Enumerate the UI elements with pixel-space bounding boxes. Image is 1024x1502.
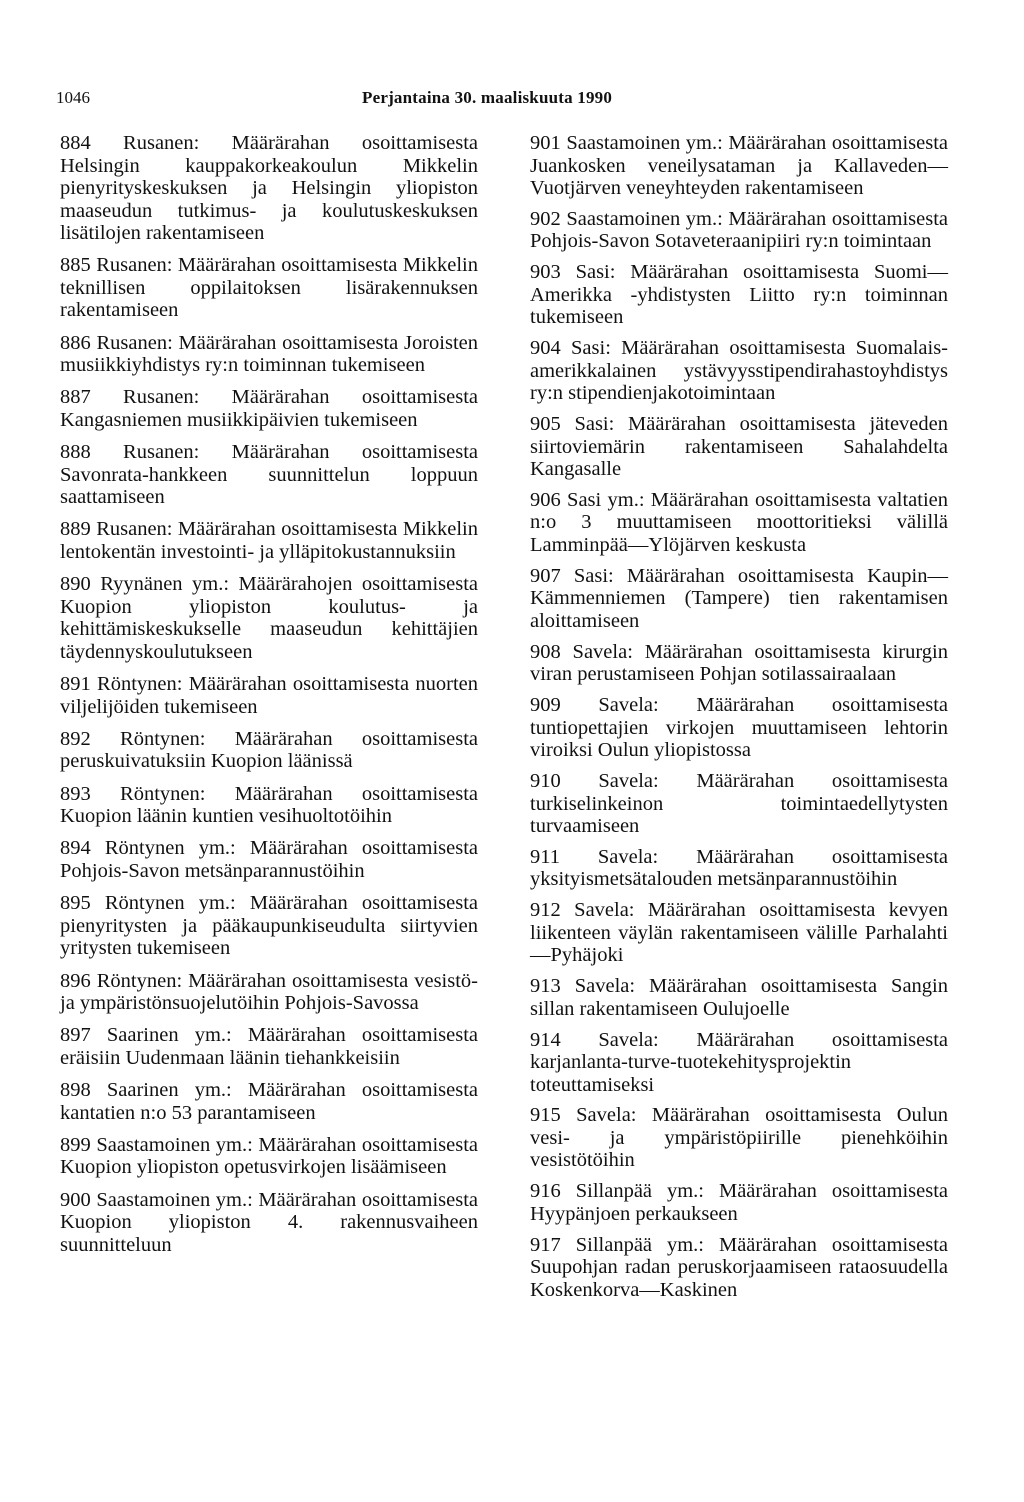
list-item: 893 Röntynen: Määrärahan osoittamisesta Kuopion läänin kuntien vesihuoltotöihin: [60, 782, 478, 828]
list-item: 916 Sillanpää ym.: Määrärahan osoittamisesta Hyypänjoen perkaukseen: [530, 1180, 948, 1225]
list-item: 886 Rusanen: Määrärahan osoittamisesta Joroisten musiikkiyhdistys ry:n toiminnan tukemiseen: [60, 331, 478, 377]
list-item: 904 Sasi: Määrärahan osoittamisesta Suomalais-amerikkalainen ystävyysstipendirahastoyhdistys ry:n stipendienjakotoimintaan: [530, 337, 948, 405]
list-item: 906 Sasi ym.: Määrärahan osoittamisesta valtatien n:o 3 muuttamiseen moottoritieksi välillä Lamminpää—Ylöjärven keskusta: [530, 488, 948, 556]
list-item: 908 Savela: Määrärahan osoittamisesta kirurgin viran perustamiseen Pohjan sotilassairaalaan: [530, 640, 948, 686]
list-item: 898 Saarinen ym.: Määrärahan osoittamisesta kantatien n:o 53 parantamiseen: [60, 1079, 478, 1124]
list-item: 895 Röntynen ym.: Määrärahan osoittamisesta pienyritysten ja pääkaupunkiseudulta siirtyvien yritysten tukemiseen: [60, 892, 478, 960]
right-column: [530, 132, 948, 1310]
list-item: 905 Sasi: Määrärahan osoittamisesta jäteveden siirtoviemärin rakentamiseen Sahalahdelta Kangasalle: [530, 413, 948, 481]
list-item: 899 Saastamoinen ym.: Määrärahan osoittamisesta Kuopion yliopiston opetusvirkojen lisäämiseen: [60, 1133, 478, 1179]
left-column: [60, 132, 478, 1266]
list-item: 901 Saastamoinen ym.: Määrärahan osoittamisesta Juankosken veneilysataman ja Kallaveden—Vuotjärven veneyhteyden rakentamiseen: [530, 132, 948, 199]
list-item: 917 Sillanpää ym.: Määrärahan osoittamisesta Suupohjan radan peruskorjaamiseen rataosuudella Koskenkorva—Kaskinen: [530, 1233, 948, 1301]
page-number: 1046: [56, 88, 90, 107]
list-item: 884 Rusanen: Määrärahan osoittamisesta Helsingin kauppakorkeakoulun Mikkelin pienyrityskeskuksen ja Helsingin yliopiston maaseudun tutkimus- ja koulutuskeskuksen lisätilojen rakentamiseen: [60, 132, 478, 244]
list-item: 885 Rusanen: Määrärahan osoittamisesta Mikkelin teknillisen oppilaitoksen lisärakennuksen rakentamiseen: [60, 254, 478, 322]
list-item: 888 Rusanen: Määrärahan osoittamisesta Savonrata-hankkeen suunnittelun loppuun saattamiseen: [60, 441, 478, 509]
list-item: 891 Röntynen: Määrärahan osoittamisesta nuorten viljelijöiden tukemiseen: [60, 673, 478, 718]
list-item: 892 Röntynen: Määrärahan osoittamisesta peruskuivatuksiin Kuopion läänissä: [60, 727, 478, 773]
running-head: Perjantaina 30. maaliskuuta 1990: [362, 88, 613, 107]
list-item: 896 Röntynen: Määrärahan osoittamisesta vesistö- ja ympäristönsuojelutöihin Pohjois-Savossa: [60, 969, 478, 1015]
list-item: 910 Savela: Määrärahan osoittamisesta turkiselinkeinon toimintaedellytysten turvaamiseen: [530, 770, 948, 838]
page-header: [56, 86, 968, 110]
list-item: 894 Röntynen ym.: Määrärahan osoittamisesta Pohjois-Savon metsänparannustöihin: [60, 837, 478, 882]
list-item: 907 Sasi: Määrärahan osoittamisesta Kaupin—Kämmenniemen (Tampere) tien rakentamisen aloittamiseen: [530, 564, 948, 632]
list-item: 889 Rusanen: Määrärahan osoittamisesta Mikkelin lentokentän investointi- ja ylläpitokustannuksiin: [60, 518, 478, 563]
list-item: 897 Saarinen ym.: Määrärahan osoittamisesta eräisiin Uudenmaan läänin tiehankkeisiin: [60, 1024, 478, 1069]
list-item: 909 Savela: Määrärahan osoittamisesta tuntiopettajien virkojen muuttamiseen lehtorin viroiksi Oulun yliopistossa: [530, 694, 948, 762]
list-item: 912 Savela: Määrärahan osoittamisesta kevyen liikenteen väylän rakentamiseen välille Parhalahti—Pyhäjoki: [530, 899, 948, 967]
list-item: 913 Savela: Määrärahan osoittamisesta Sangin sillan rakentamiseen Oulujoelle: [530, 975, 948, 1020]
list-item: 887 Rusanen: Määrärahan osoittamisesta Kangasniemen musiikkipäivien tukemiseen: [60, 386, 478, 431]
list-item: 903 Sasi: Määrärahan osoittamisesta Suomi—Amerikka -yhdistysten Liitto ry:n toiminnan tukemiseen: [530, 261, 948, 329]
list-item: 914 Savela: Määrärahan osoittamisesta karjanlanta-turve-tuotekehitysprojektin toteuttamiseksi: [530, 1028, 948, 1096]
list-item: 911 Savela: Määrärahan osoittamisesta yksityismetsätalouden metsänparannustöihin: [530, 845, 948, 891]
list-item: 900 Saastamoinen ym.: Määrärahan osoittamisesta Kuopion yliopiston 4. rakennusvaiheen suunnitteluun: [60, 1188, 478, 1256]
list-item: 890 Ryynänen ym.: Määrärahojen osoittamisesta Kuopion yliopiston koulutus- ja kehittämiskeskukselle maaseudun kehittäjien täydennyskoulutukseen: [60, 573, 478, 663]
list-item: 915 Savela: Määrärahan osoittamisesta Oulun vesi- ja ympäristöpiirille pienehköihin vesistötöihin: [530, 1104, 948, 1172]
list-item: 902 Saastamoinen ym.: Määrärahan osoittamisesta Pohjois-Savon Sotaveteraanipiiri ry:n toimintaan: [530, 207, 948, 253]
